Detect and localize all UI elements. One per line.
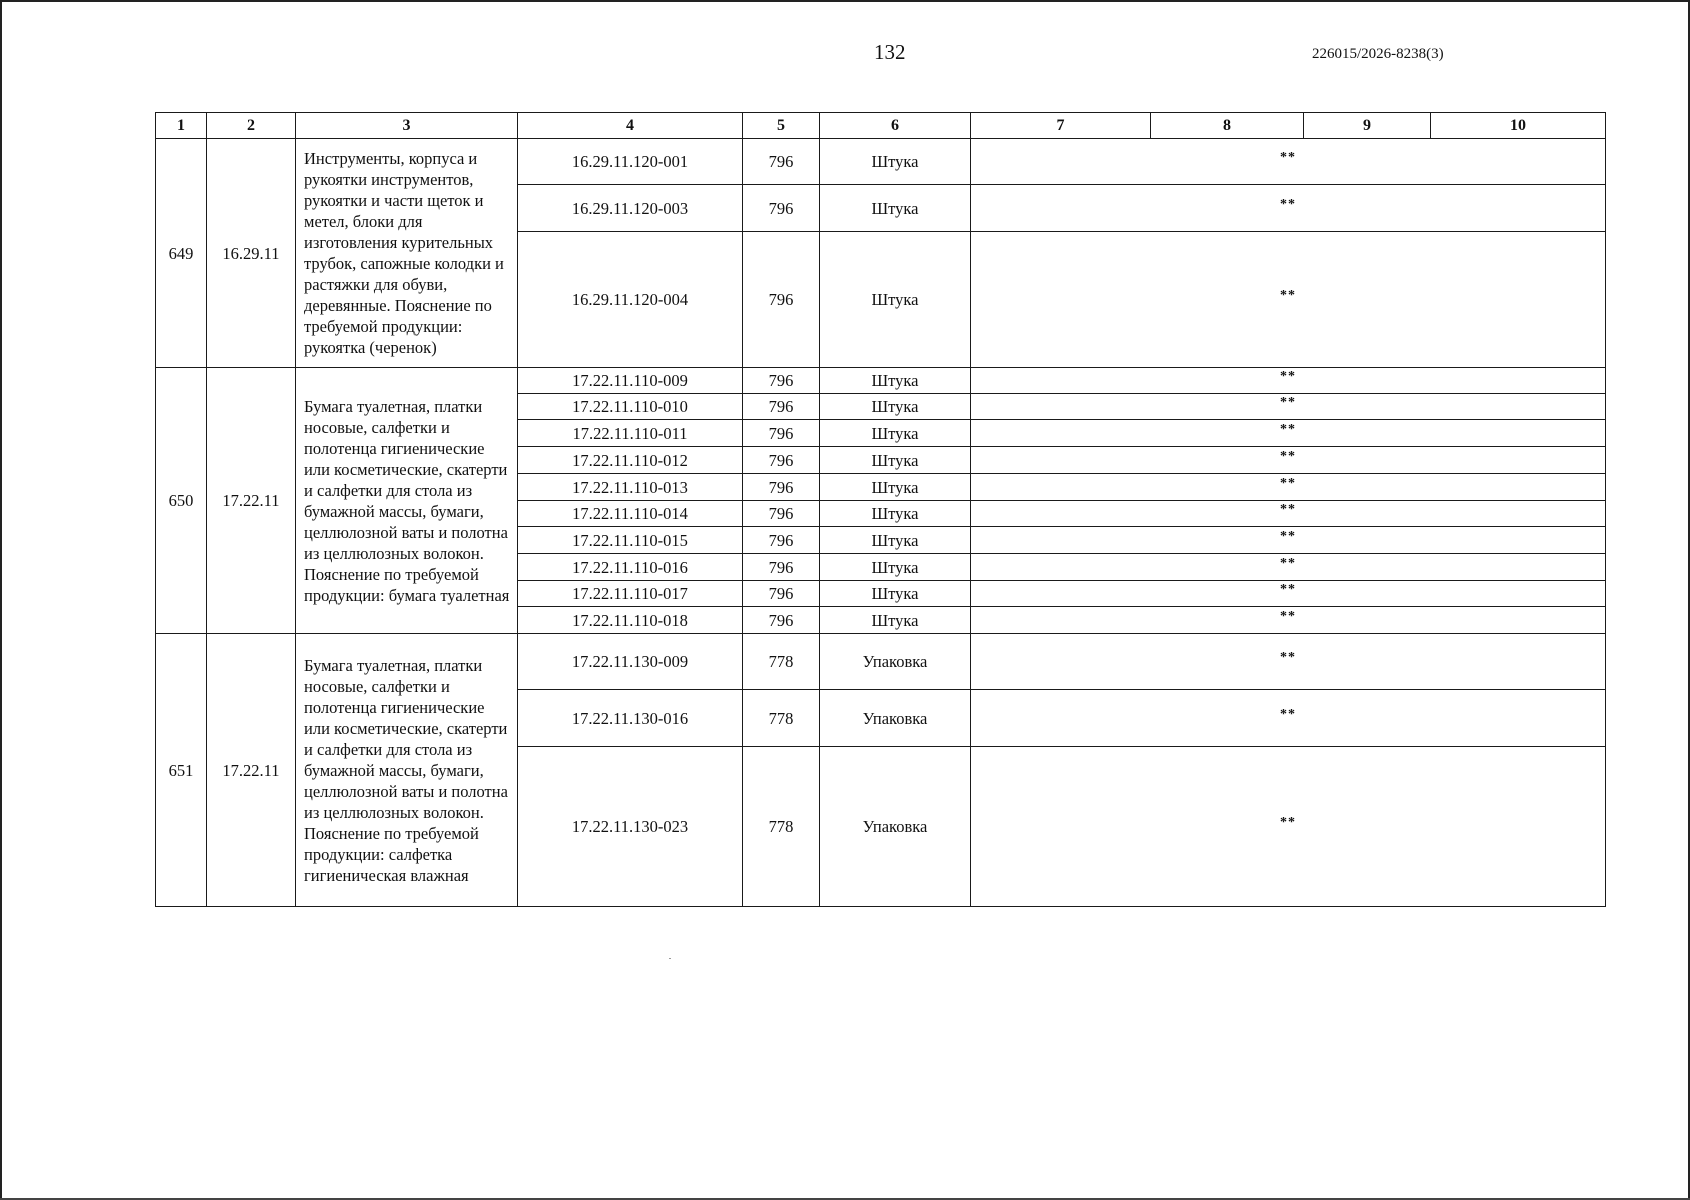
mark-text: ** (1280, 288, 1296, 303)
merged-mark-cell (971, 607, 1606, 634)
okei-code: 796 (743, 527, 820, 554)
ktru-code: 17.22.11.110-012 (518, 447, 743, 474)
table-header-row (156, 113, 1606, 139)
mark-text: ** (1280, 528, 1296, 544)
okpd-code: 17.22.11 (207, 368, 296, 634)
ktru-code: 17.22.11.110-014 (518, 501, 743, 527)
column-header: 6 (820, 113, 971, 139)
okei-code: 796 (743, 581, 820, 607)
okei-code: 796 (743, 607, 820, 634)
scan-speck (669, 958, 671, 959)
merged-mark-cell (971, 527, 1606, 554)
okei-code: 778 (743, 690, 820, 747)
ktru-code: 17.22.11.110-009 (518, 368, 743, 394)
okei-code: 796 (743, 474, 820, 501)
document-id: 226015/2026-8238(3) (1312, 46, 1444, 62)
unit-name: Штука (820, 447, 971, 474)
mark-text: ** (1280, 555, 1296, 571)
ktru-code: 17.22.11.110-017 (518, 581, 743, 607)
unit-name: Штука (820, 581, 971, 607)
okei-code: 796 (743, 447, 820, 474)
product-description: Бумага туалетная, платки носовые, салфетки и полотенца гигиенические или косметические, скатерти и салфетки для стола из бумажной массы, бумаги, целлюлозной ваты и полотна из целлюлозных волокон. Пояснение по требуемой продукции: бумага туалетная (296, 368, 518, 634)
unit-name: Упаковка (820, 747, 971, 907)
mark-text: ** (1280, 582, 1296, 597)
unit-name: Штука (820, 527, 971, 554)
products-table (155, 112, 1606, 907)
ktru-code: 17.22.11.110-016 (518, 554, 743, 581)
ktru-code: 16.29.11.120-001 (518, 139, 743, 185)
okei-code: 778 (743, 747, 820, 907)
ktru-code: 16.29.11.120-004 (518, 232, 743, 368)
row-number: 651 (156, 634, 207, 907)
ktru-code: 17.22.11.110-015 (518, 527, 743, 554)
merged-mark-cell (971, 368, 1606, 394)
unit-name: Штука (820, 185, 971, 232)
unit-name: Штука (820, 139, 971, 185)
merged-mark-cell (971, 232, 1606, 368)
column-header: 9 (1304, 113, 1431, 139)
column-header: 2 (207, 113, 296, 139)
okei-code: 796 (743, 232, 820, 368)
mark-text: ** (1280, 369, 1296, 384)
row-number: 650 (156, 368, 207, 634)
table-row (156, 634, 1606, 690)
ktru-code: 16.29.11.120-003 (518, 185, 743, 232)
ktru-code: 17.22.11.130-009 (518, 634, 743, 690)
merged-mark-cell (971, 501, 1606, 527)
merged-mark-cell (971, 394, 1606, 420)
okei-code: 796 (743, 394, 820, 420)
mark-text: ** (1280, 608, 1296, 624)
unit-name: Штука (820, 232, 971, 368)
okpd-code: 17.22.11 (207, 634, 296, 907)
unit-name: Упаковка (820, 634, 971, 690)
unit-name: Штука (820, 420, 971, 447)
mark-text: ** (1280, 421, 1296, 437)
table-row (156, 368, 1606, 394)
merged-mark-cell (971, 634, 1606, 690)
merged-mark-cell (971, 747, 1606, 907)
merged-mark-cell (971, 554, 1606, 581)
page-border-top (0, 0, 1690, 2)
mark-text: ** (1280, 150, 1296, 165)
okei-code: 796 (743, 185, 820, 232)
ktru-code: 17.22.11.110-011 (518, 420, 743, 447)
column-header: 5 (743, 113, 820, 139)
merged-mark-cell (971, 690, 1606, 747)
ktru-code: 17.22.11.110-018 (518, 607, 743, 634)
column-header: 1 (156, 113, 207, 139)
mark-text: ** (1280, 706, 1296, 722)
merged-mark-cell (971, 447, 1606, 474)
mark-text: ** (1280, 650, 1296, 665)
column-header: 10 (1431, 113, 1606, 139)
okei-code: 796 (743, 368, 820, 394)
ktru-code: 17.22.11.110-010 (518, 394, 743, 420)
mark-text: ** (1280, 395, 1296, 410)
column-header: 8 (1151, 113, 1304, 139)
page-number: 132 (874, 40, 906, 64)
mark-text: ** (1280, 196, 1296, 212)
ktru-code: 17.22.11.130-016 (518, 690, 743, 747)
unit-name: Штука (820, 607, 971, 634)
table-row (156, 139, 1606, 185)
okei-code: 796 (743, 420, 820, 447)
column-header: 4 (518, 113, 743, 139)
mark-text: ** (1280, 815, 1296, 830)
ktru-code: 17.22.11.130-023 (518, 747, 743, 907)
mark-text: ** (1280, 502, 1296, 517)
unit-name: Штука (820, 554, 971, 581)
merged-mark-cell (971, 420, 1606, 447)
okei-code: 796 (743, 139, 820, 185)
column-header: 7 (971, 113, 1151, 139)
okei-code: 778 (743, 634, 820, 690)
merged-mark-cell (971, 581, 1606, 607)
merged-mark-cell (971, 185, 1606, 232)
okei-code: 796 (743, 554, 820, 581)
unit-name: Штука (820, 474, 971, 501)
ktru-code: 17.22.11.110-013 (518, 474, 743, 501)
mark-text: ** (1280, 448, 1296, 464)
merged-mark-cell (971, 474, 1606, 501)
unit-name: Штука (820, 501, 971, 527)
okei-code: 796 (743, 501, 820, 527)
unit-name: Упаковка (820, 690, 971, 747)
product-description: Бумага туалетная, платки носовые, салфетки и полотенца гигиенические или косметические, скатерти и салфетки для стола из бумажной массы, бумаги, целлюлозной ваты и полотна из целлюлозных волокон. Пояснение по требуемой продукции: салфетка гигиеническая влажная (296, 634, 518, 907)
page-border-left (0, 0, 2, 1200)
unit-name: Штука (820, 394, 971, 420)
product-description: Инструменты, корпуса и рукоятки инструментов, рукоятки и части щеток и метел, блоки для изготовления курительных трубок, сапожные колодки и растяжки для обуви, деревянные. Пояснение по требуемой продукции: рукоятка (черенок) (296, 139, 518, 368)
okpd-code: 16.29.11 (207, 139, 296, 368)
merged-mark-cell (971, 139, 1606, 185)
mark-text: ** (1280, 475, 1296, 491)
row-number: 649 (156, 139, 207, 368)
column-header: 3 (296, 113, 518, 139)
unit-name: Штука (820, 368, 971, 394)
